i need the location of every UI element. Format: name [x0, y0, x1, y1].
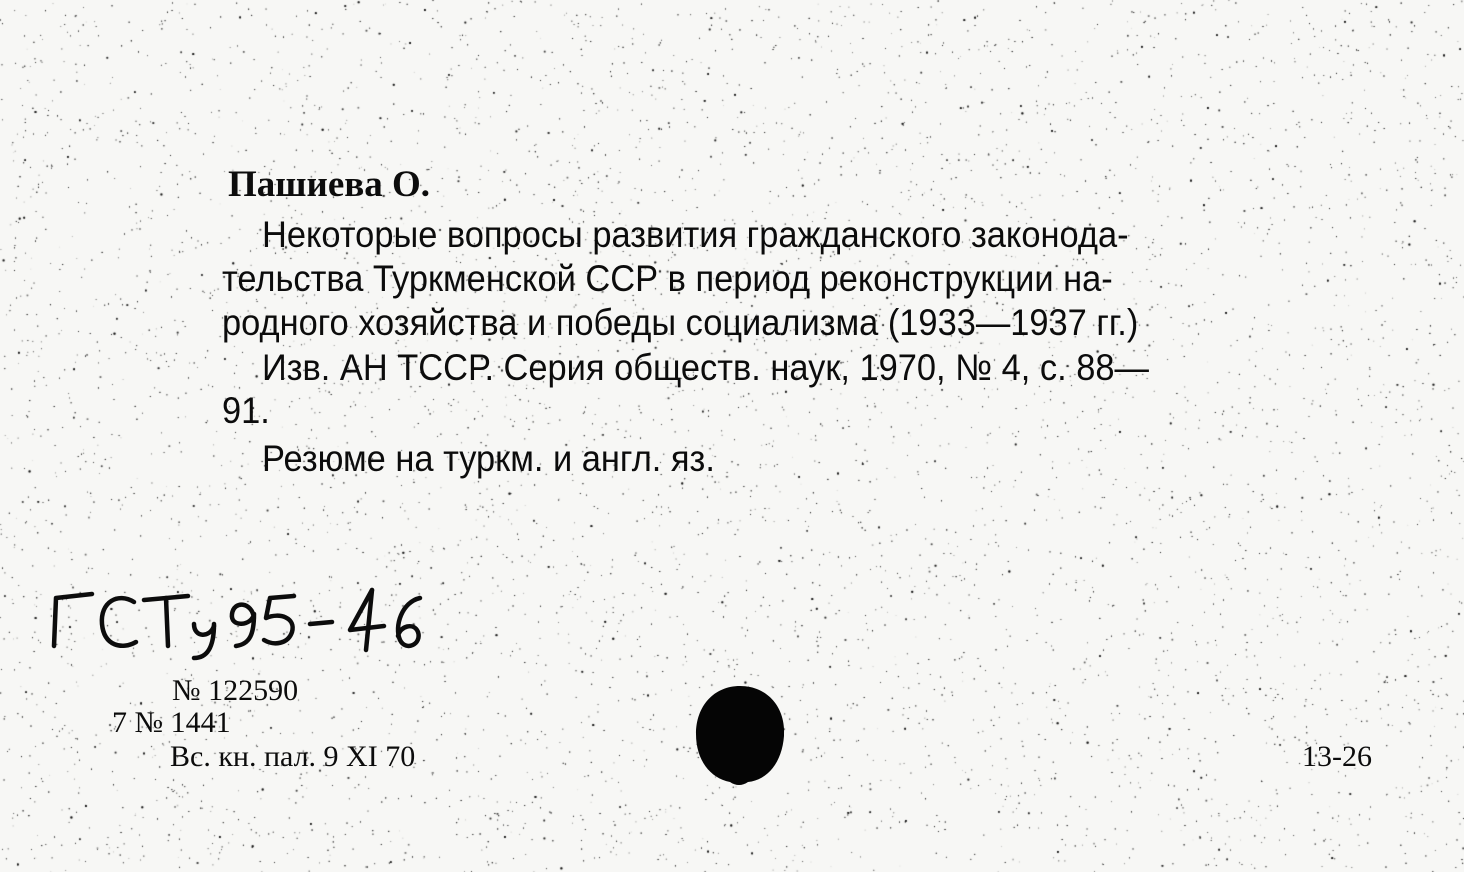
source-line-2: 91. — [222, 390, 270, 431]
title-line-1: Некоторые вопросы развития гражданского законода- — [262, 214, 1129, 255]
card-code: 13-26 — [1302, 740, 1372, 773]
title-line-2: тельства Туркменской ССР в период реконструкции на- — [222, 258, 1113, 299]
summary-note: Резюме на туркм. и англ. яз. — [262, 438, 715, 479]
title-line-3: родного хозяйства и победы социализма (1933—1937 гг.) — [222, 302, 1139, 343]
order-number: 7 № 1441 — [112, 706, 231, 739]
author-name: Пашиева О. — [228, 164, 431, 205]
book-chamber-stamp: Вс. кн. пал. 9 XI 70 — [170, 740, 416, 773]
source-line-1: Изв. АН ТССР. Серия обществ. наук, 1970, № 4, с. 88— — [262, 347, 1149, 388]
handwritten-shelf-mark — [48, 584, 428, 664]
catalog-number: № 122590 — [172, 674, 299, 707]
punch-hole — [692, 682, 788, 790]
